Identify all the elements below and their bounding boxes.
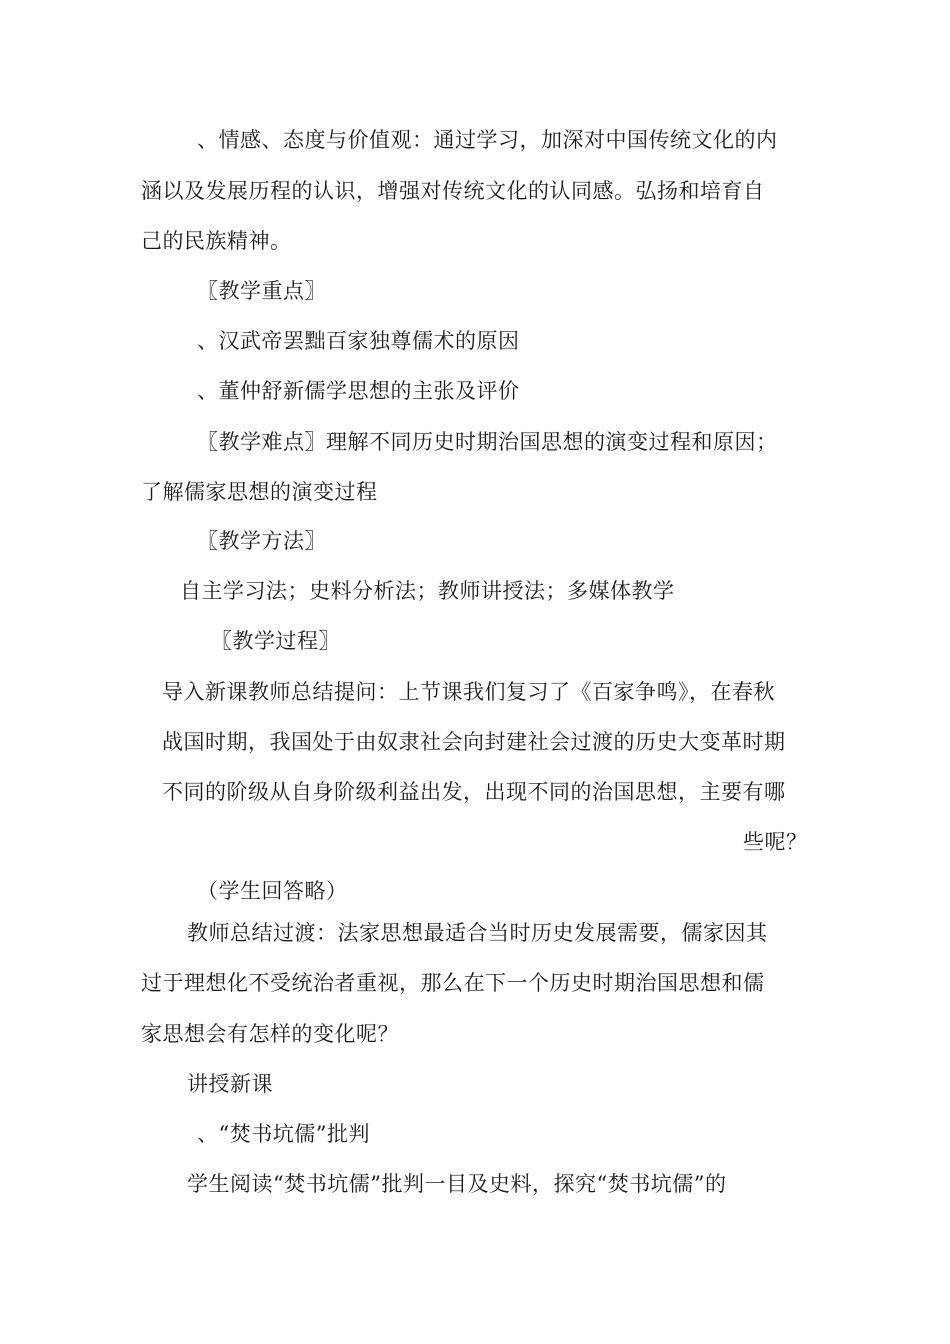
text-line: 己的民族精神。 [141,229,292,253]
text-line: 教师总结过渡：法家思想最适合当时历史发展需要，儒家因其 [187,921,768,945]
text-line: 家思想会有怎样的变化呢？ [141,1022,399,1046]
section-heading-methods: 〖教学方法〗 [197,529,326,553]
text-line: 自主学习法；史料分析法；教师讲授法；多媒体教学 [180,579,675,603]
section-heading-process: 〖教学过程〗 [211,629,340,653]
text-line: 学生阅读“焚书坑儒”批判一目及史料，探究“焚书坑儒”的 [187,1172,727,1196]
text-line: 些呢？ [743,830,808,854]
list-item: 、“焚书坑儒”批判 [197,1122,370,1146]
text-line: 了解儒家思想的演变过程 [141,480,378,504]
text-line: 涵以及发展历程的认识，增强对传统文化的认同感。弘扬和培育自 [141,179,765,203]
text-line: 战国时期，我国处于由奴隶社会向封建社会过渡的历史大变革时期 [162,730,786,754]
text-line: 不同的阶级从自身阶级利益出发，出现不同的治国思想，主要有哪 [162,780,786,804]
text-line: （学生回答略） [197,879,348,903]
list-item: 、董仲舒新儒学思想的主张及评价 [197,379,520,403]
text-line: 过于理想化不受统治者重视，那么在下一个历史时期治国思想和儒 [141,971,765,995]
section-heading-key-points: 〖教学重点〗 [197,279,326,303]
list-item: 、汉武帝罢黜百家独尊儒术的原因 [197,329,520,353]
text-line: 、情感、态度与价值观：通过学习，加深对中国传统文化的内 [197,128,778,152]
section-heading-difficulties: 〖教学难点〗理解不同历史时期治国思想的演变过程和原因； [197,430,778,454]
text-line: 导入新课教师总结提问：上节课我们复习了《百家争鸣》，在春秋 [162,680,775,704]
section-heading-new-lesson: 讲授新课 [187,1072,273,1096]
